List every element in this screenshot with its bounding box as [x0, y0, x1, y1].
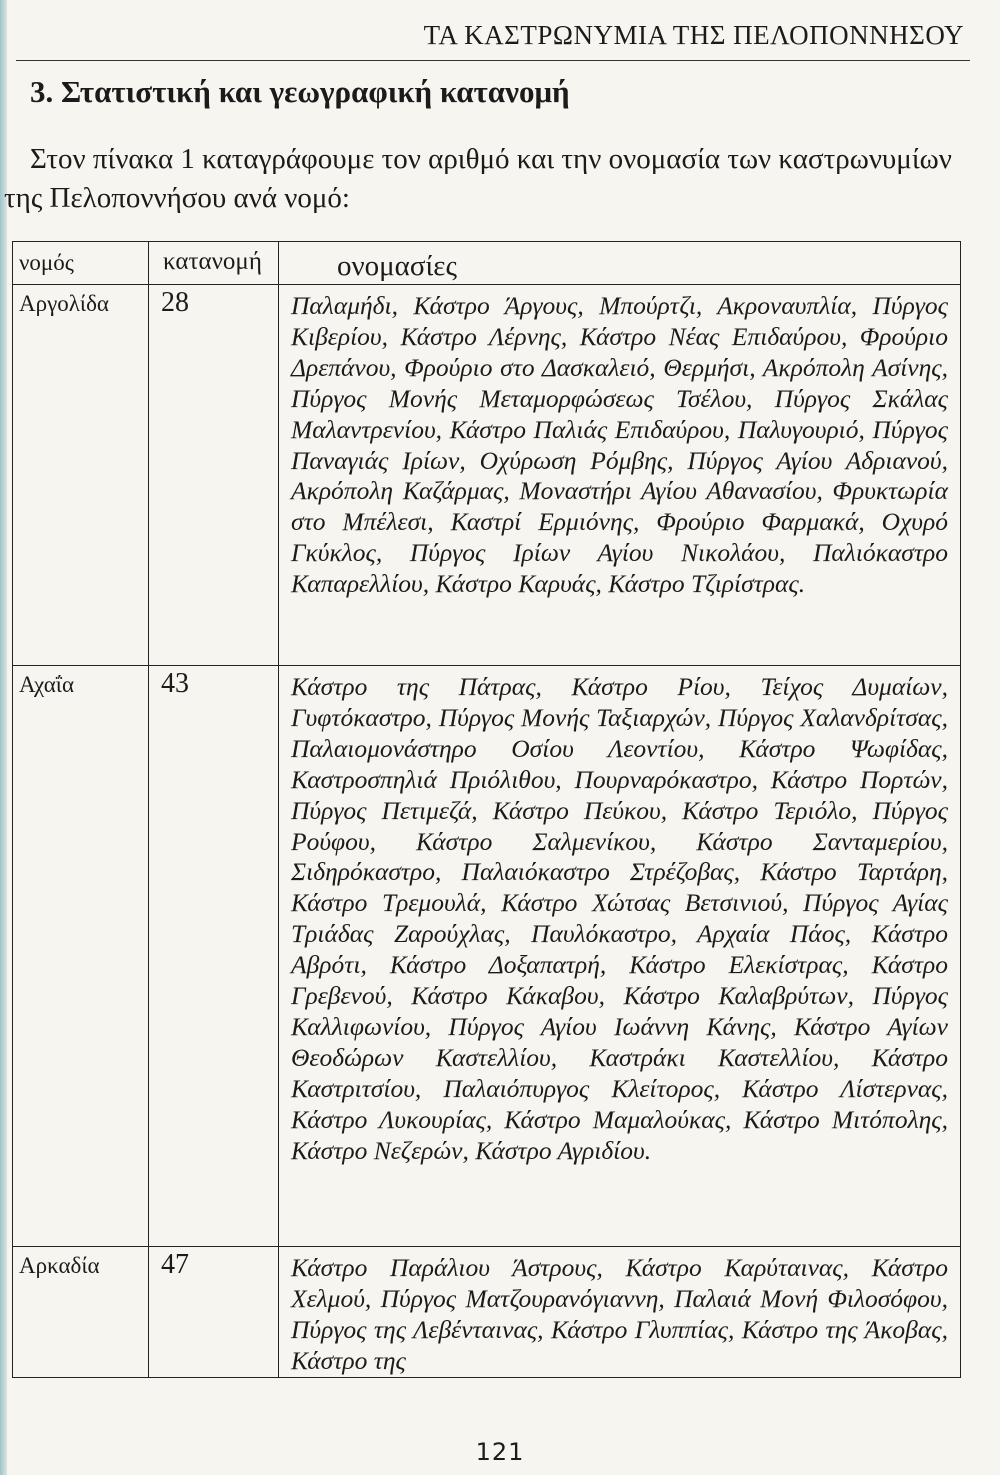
prefecture-cell: Αργολίδα [13, 285, 149, 666]
page-number: 121 [475, 1438, 525, 1466]
prefecture-cell: Αχαΐα [13, 666, 149, 1247]
header-count: κατανομή [149, 242, 279, 285]
count-cell: 28 [149, 285, 279, 666]
count-cell: 43 [149, 666, 279, 1247]
table-header-row [13, 242, 961, 285]
prefecture-cell: Αρκαδία [13, 1247, 149, 1378]
intro-paragraph: Στον πίνακα 1 καταγράφουμε τον αριθμό και την ονομασία των καστρωνυμίων της Πελοποννήσου ανά νομό: [4, 143, 952, 214]
header-prefecture: νομός [13, 242, 149, 285]
castle-table [12, 241, 961, 1378]
table-row [13, 285, 961, 666]
page-edge [0, 0, 7, 1475]
table-row [13, 1247, 961, 1378]
names-cell: Παλαμήδι, Κάστρο Άργους, Μπούρτζι, Ακροναυπλία, Πύργος Κιβερίου, Κάστρο Λέρνης, Κάστρο Νέας Επιδαύρου, Φρούριο Δρεπάνου, Φρούριο στο Δασκαλειό, Θερμήσι, Ακρόπολη Ασίνης, Πύργος Μονής Μεταμορφώσεως Τσέλου, Πύργος Σκάλας Μαλαντρενίου, Κάστρο Παλιάς Επιδαύρου, Παλυγουριό, Πύργος Παναγιάς Ιρίων, Οχύρωση Ρόμβης, Πύργος Αγίου Αδριανού, Ακρόπολη Καζάρμας, Μοναστήρι Αγίου Αθανασίου, Φρυκτωρία στο Μπέλεσι, Καστρί Ερμιόνης, Φρούριο Φαρμακά, Οχυρό Γκύκλος, Πύργος Ιρίων Αγίου Νικολάου, Παλιόκαστρο Καπαρελλίου, Κάστρο Καρυάς, Κάστρο Τζιρίστρας. [279, 285, 961, 666]
header-rule [16, 60, 970, 61]
table-row [13, 666, 961, 1247]
count-cell: 47 [149, 1247, 279, 1378]
section-title: 3. Στατιστική και γεωγραφική κατανομή [30, 74, 570, 109]
names-cell: Κάστρο Παράλιου Άστρους, Κάστρο Καρύταινας, Κάστρο Χελμού, Πύργος Ματζουρανόγιαννη, Παλαιά Μονή Φιλοσόφου, Πύργος της Λεβένταινας, Κάστρο Γλυππίας, Κάστρο της Άκοβας, Κάστρο της [279, 1247, 961, 1378]
header-names: ονομασίες [279, 242, 961, 285]
names-cell: Κάστρο της Πάτρας, Κάστρο Ρίου, Τείχος Δυμαίων, Γυφτόκαστρο, Πύργος Μονής Ταξιαρχών, Πύργος Χαλανδρίτσας, Παλαιομονάστηρο Οσίου Λεοντίου, Κάστρο Ψωφίδας, Καστροσπηλιά Πριόλιθου, Πουρναρόκαστρο, Κάστρο Πορτών, Πύργος Πετιμεζά, Κάστρο Πεύκου, Κάστρο Τεριόλο, Πύργος Ρούφου, Κάστρο Σαλμενίκου, Κάστρο Σανταμερίου, Σιδηρόκαστρο, Παλαιόκαστρο Στρέζοβας, Κάστρο Ταρτάρη, Κάστρο Τρεμουλά, Κάστρο Χώτσας Βετσινιού, Πύργος Αγίας Τριάδας Ζαρούχλας, Παυλόκαστρο, Αρχαία Πάος, Κάστρο Αβρότι, Κάστρο Δοξαπατρή, Κάστρο Ελεκίστρας, Κάστρο Γρεβενού, Κάστρο Κάκαβου, Κάστρο Καλαβρύτων, Πύργος Καλλιφωνίου, Πύργος Αγίου Ιωάννη Κάνης, Κάστρο Αγίων Θεοδώρων Καστελλίου, Καστράκι Καστελλίου, Κάστρο Καστριτσίου, Παλαιόπυργος Κλείτορος, Κάστρο Λίστερνας, Κάστρο Λυκουρίας, Κάστρο Μαμαλούκας, Κάστρο Μιτόπολης, Κάστρο Νεζερών, Κάστρο Αγριδίου. [279, 666, 961, 1247]
running-header: ΤΑ ΚΑΣΤΡΩΝΥΜΙΑ ΤΗΣ ΠΕΛΟΠΟΝΝΗΣΟΥ [423, 20, 964, 50]
